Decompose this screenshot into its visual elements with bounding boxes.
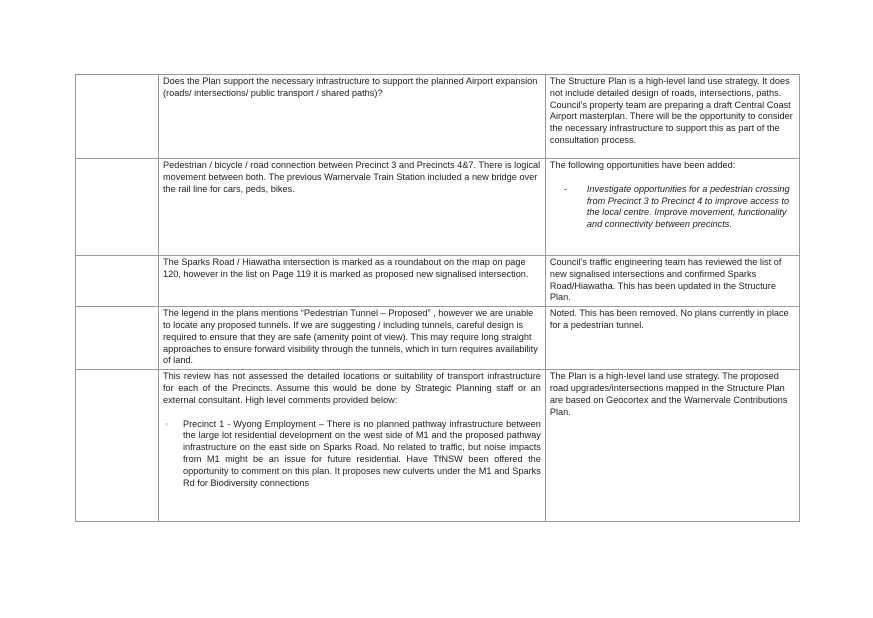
issue-cell [158, 75, 545, 159]
circle-bullet-icon: ◦ [164, 418, 169, 429]
table-cell-empty [76, 370, 159, 522]
response-text: Council’s traffic engineering team has reviewed the list of new signalised intersections and confirmed Sparks Road/Hiawatha. This has been updated in the Structure Plan. [549, 257, 782, 303]
response-cell [545, 370, 799, 522]
review-table [75, 74, 800, 522]
issue-cell [158, 307, 545, 370]
table-cell-empty [76, 159, 159, 256]
table-row [76, 75, 800, 159]
issue-text: This review has not assessed the detailed locations or suitability of transport infrastructure for each of the Precincts. Assume this would be done by Strategic Planning staff or an external consultant. High level comments provided below: [162, 371, 541, 405]
dash-bullet-icon: - [563, 183, 567, 194]
issue-text: Pedestrian / bicycle / road connection between Precinct 3 and Precincts 4&7. There is logical movement between both. The previous Warnervale Train Station included a new bridge over the rail line for cars, peds, bikes. [162, 160, 541, 194]
response-cell [545, 256, 799, 307]
response-text: Noted. This has been removed. No plans currently in place for a pedestrian tunnel. [549, 308, 789, 330]
table-row [76, 307, 800, 370]
issue-cell [158, 256, 545, 307]
issue-bullet [163, 419, 541, 490]
table-cell-empty [76, 256, 159, 307]
response-cell [545, 75, 799, 159]
table-row [76, 370, 800, 522]
issue-cell [158, 370, 545, 522]
table-row [76, 256, 800, 307]
issue-bullet-text: Precinct 1 - Wyong Employment – There is no planned pathway infrastructure between the large lot residential development on the west side of M1 and the proposed pathway infrastructure on the east side on Sparks Road. No related to traffic, but noise impacts from M1 might be an issue for future residential. Have TfNSW been offered the opportunity to comment on this plan. It proposes new culverts under the M1 and Sparks Rd for Biodiversity connections [182, 418, 541, 488]
issue-cell [158, 159, 545, 256]
response-bullet-text: Investigate opportunities for a pedestrian crossing from Precinct 3 to Precinct 4 to improve access to the local centre. Improve movement, functionality and connectivity between precincts. [586, 183, 790, 230]
table-row [76, 159, 800, 256]
issue-text: Does the Plan support the necessary infrastructure to support the planned Airport expansion (roads/ intersections/ public transport / shared paths)? [162, 76, 538, 98]
response-text: The Structure Plan is a high-level land use strategy. It does not include detailed design of roads, intersections, paths. Council’s property team are preparing a draft Central Coast Airport masterplan. There will be the opportunity to consider the necessary infrastructure to support this as part of the consultation process. [549, 76, 793, 145]
response-text: The following opportunities have been added: [549, 160, 736, 170]
issue-text: The legend in the plans mentions “Pedestrian Tunnel – Proposed” , however we are unable to locate any proposed tunnels. If we are suggesting / including tunnels, careful design is required to ensure that they are safe (amenity point of view). This may require long straight approaches to ensure forward visibility through the tunnels, which in turn requires availability of land. [162, 308, 538, 366]
response-cell [545, 307, 799, 370]
table-cell-empty [76, 75, 159, 159]
response-bullet [550, 184, 795, 231]
issue-text: The Sparks Road / Hiawatha intersection is marked as a roundabout on the map on page 120, however in the list on Page 119 it is marked as proposed new signalised intersection. [162, 257, 529, 279]
response-cell [545, 159, 799, 256]
response-text: The Plan is a high-level land use strategy. The proposed road upgrades/intersections mapped in the Structure Plan are based on Geocortex and the Warnervale Contributions Plan. [549, 371, 788, 417]
table-cell-empty [76, 307, 159, 370]
